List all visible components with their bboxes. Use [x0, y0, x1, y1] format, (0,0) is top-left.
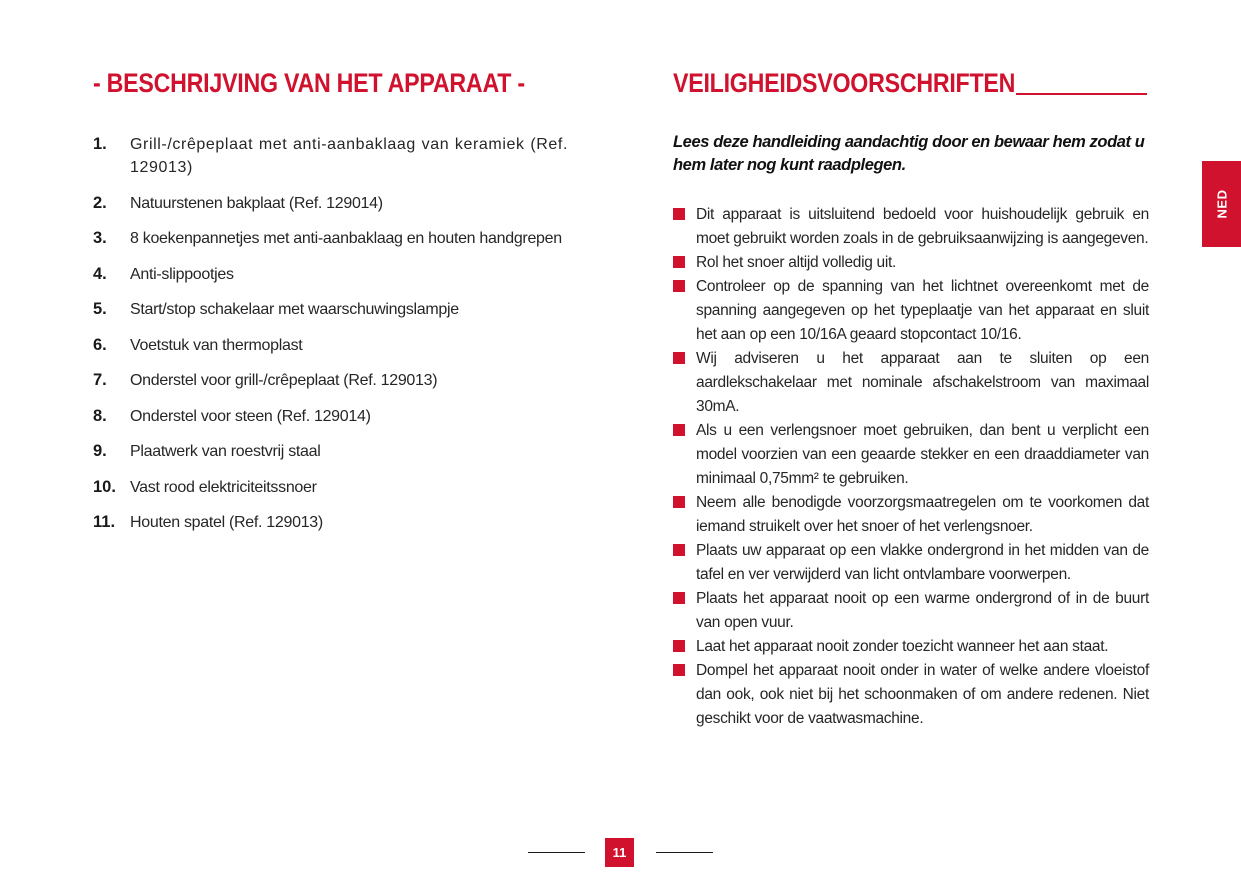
item-number: 11. — [93, 513, 116, 531]
rule-text: Wij adviseren u het apparaat aan te sluiten op een aardlekschakelaar met nominale afschakelstroom van maximaal 30mA. — [696, 350, 1149, 415]
parts-list — [93, 133, 568, 547]
item-number: 7. — [93, 371, 107, 389]
list-item — [93, 133, 568, 179]
item-text: Vast rood elektriciteitssnoer — [130, 478, 317, 496]
list-item — [673, 203, 1149, 251]
list-item — [93, 298, 568, 321]
footer-divider-right — [656, 852, 713, 853]
safety-rules-list — [673, 203, 1149, 731]
list-item — [93, 192, 568, 215]
rule-text: Neem alle benodigde voorzorgsmaatregelen om te voorkomen dat iemand struikelt over het snoer of het verlengsnoer. — [696, 494, 1149, 535]
item-number: 2. — [93, 193, 107, 212]
item-text: Anti-slippootjes — [130, 265, 234, 283]
rule-text: Laat het apparaat nooit zonder toezicht wanneer het aan staat. — [696, 638, 1109, 655]
item-text: Plaatwerk van roestvrij staal — [130, 443, 321, 460]
list-item — [673, 419, 1149, 491]
square-bullet-icon — [673, 544, 685, 556]
square-bullet-icon — [673, 280, 685, 292]
item-text: Start/stop schakelaar met waarschuwingslampje — [130, 301, 459, 318]
description-title: - BESCHRIJVING VAN HET APPARAAT - — [93, 68, 525, 98]
list-item — [673, 275, 1149, 347]
language-tab — [1202, 161, 1241, 247]
item-number: 6. — [93, 335, 107, 354]
rule-text: Rol het snoer altijd volledig uit. — [696, 254, 897, 271]
list-item — [93, 263, 568, 286]
item-text: Onderstel voor grill-/crêpeplaat (Ref. 129013) — [130, 372, 438, 389]
item-text: Voetstuk van thermoplast — [130, 336, 303, 354]
square-bullet-icon — [673, 592, 685, 604]
rule-text: Plaats het apparaat nooit op een warme ondergrond of in de buurt van open vuur. — [696, 590, 1149, 631]
rule-text: Als u een verlengsnoer moet gebruiken, dan bent u verplicht een model voorzien van een geaarde stekker en een draaddiameter van minimaal 0,75mm² te gebruiken. — [696, 422, 1149, 487]
item-text: Grill-/crêpeplaat met anti-aanbaklaag van keramiek (Ref. 129013) — [130, 136, 568, 176]
list-item — [673, 635, 1149, 659]
item-number: 5. — [93, 300, 107, 318]
rule-text: Dit apparaat is uitsluitend bedoeld voor huishoudelijk gebruik en moet gebruikt worden zoals in de gebruiksaanwijzing is aangegeven. — [696, 206, 1149, 247]
list-item — [93, 369, 568, 392]
list-item — [673, 491, 1149, 539]
footer-divider-left — [528, 852, 585, 853]
item-number: 10. — [93, 477, 116, 496]
square-bullet-icon — [673, 352, 685, 364]
square-bullet-icon — [673, 640, 685, 652]
item-number: 3. — [93, 229, 107, 247]
item-text: Onderstel voor steen (Ref. 129014) — [130, 407, 371, 425]
square-bullet-icon — [673, 496, 685, 508]
list-item — [93, 334, 568, 357]
list-item — [93, 227, 568, 250]
list-item — [673, 347, 1149, 419]
list-item — [673, 251, 1149, 275]
rule-text: Plaats uw apparaat op een vlakke ondergrond in het midden van de tafel en ver verwijderd van licht ontvlambare voorwerpen. — [696, 542, 1149, 583]
safety-title-block — [673, 68, 1147, 98]
list-item — [673, 539, 1149, 587]
item-number: 9. — [93, 442, 107, 460]
square-bullet-icon — [673, 256, 685, 268]
list-item — [93, 476, 568, 499]
square-bullet-icon — [673, 664, 685, 676]
item-text: Natuurstenen bakplaat (Ref. 129014) — [130, 194, 383, 212]
item-number: 4. — [93, 264, 107, 283]
page-number: 11 — [605, 838, 634, 867]
list-item — [93, 511, 568, 534]
item-number: 8. — [93, 406, 107, 425]
list-item — [93, 405, 568, 428]
safety-title: VEILIGHEIDSVOORSCHRIFTEN — [673, 68, 1016, 98]
list-item — [673, 659, 1149, 731]
safety-intro: Lees deze handleiding aandachtig door en bewaar hem zodat u hem later nog kunt raadplegen. — [673, 133, 1145, 174]
list-item — [673, 587, 1149, 635]
rule-text: Dompel het apparaat nooit onder in water of welke andere vloeistof dan ook, ook niet bij het schoonmaken of om andere redenen. Niet geschikt voor de vaatwasmachine. — [696, 662, 1149, 727]
square-bullet-icon — [673, 424, 685, 436]
item-number: 1. — [93, 135, 107, 153]
item-text: Houten spatel (Ref. 129013) — [130, 514, 323, 531]
rule-text: Controleer op de spanning van het lichtnet overeenkomt met de spanning aangegeven op het typeplaatje van het apparaat en sluit het aan op een 10/16A geaard stopcontact 10/16. — [696, 278, 1149, 343]
square-bullet-icon — [673, 208, 685, 220]
title-rule — [1016, 93, 1147, 95]
language-tab-label: NED — [1214, 189, 1229, 219]
item-text: 8 koekenpannetjes met anti-aanbaklaag en houten handgrepen — [130, 230, 562, 247]
list-item — [93, 440, 568, 463]
